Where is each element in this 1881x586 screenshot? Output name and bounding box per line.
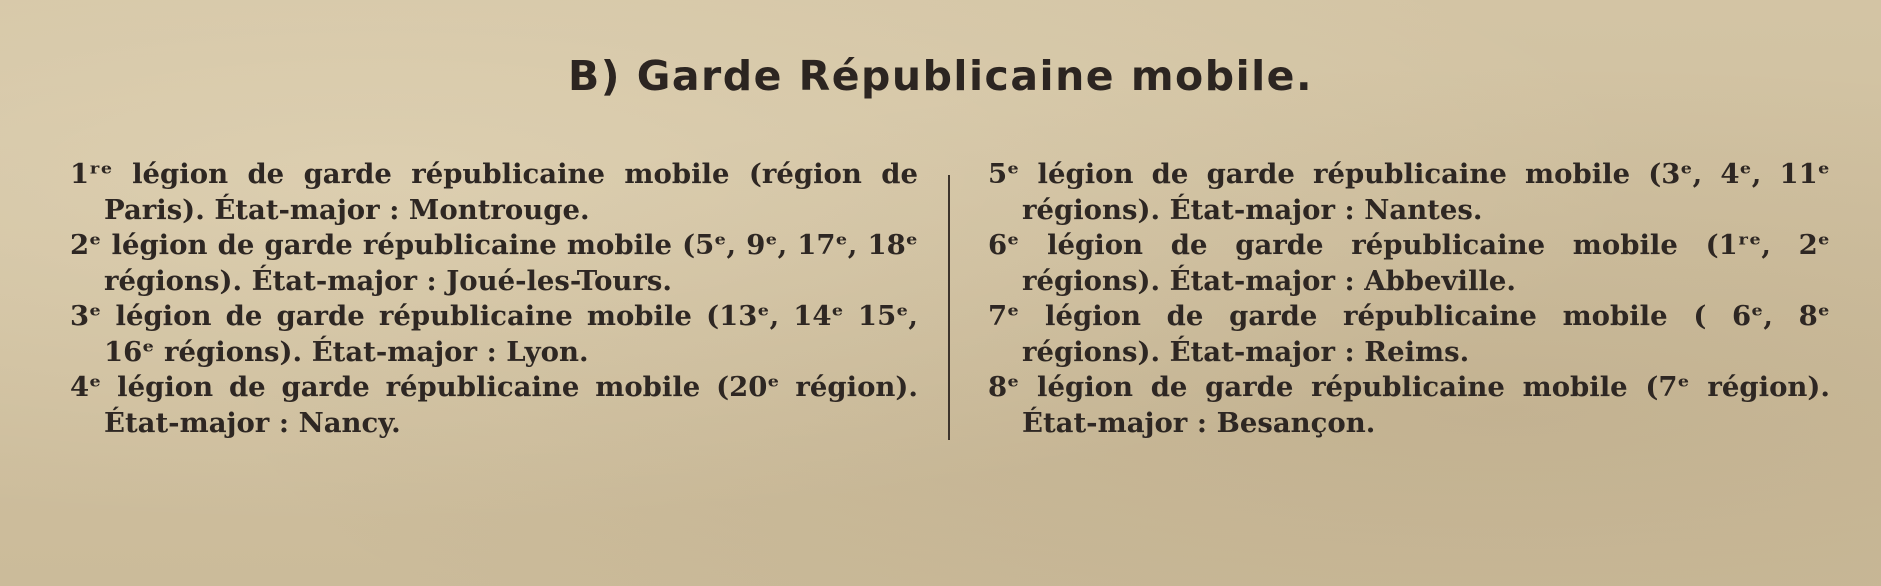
legion-entry-3: 3ᵉ légion de garde républicaine mobile (13ᵉ, 14ᵉ 15ᵉ, 16ᵉ régions). État-major : Lyon. (70, 300, 918, 368)
legion-entry-7: 7ᵉ légion de garde républicaine mobile ( 6ᵉ, 8ᵉ régions). État-major : Reims. (988, 300, 1830, 368)
column-divider (948, 175, 950, 440)
legion-entry-4: 4ᵉ légion de garde républicaine mobile (20ᵉ région). État-major : Nancy. (70, 371, 918, 439)
legion-entry-8: 8ᵉ légion de garde républicaine mobile (7ᵉ région). État-major : Besançon. (988, 371, 1830, 439)
legion-entry-1: 1ʳᵉ légion de garde républicaine mobile (région de Paris). État-major : Montrouge. (70, 158, 918, 226)
right-column (988, 157, 1830, 441)
left-column (70, 157, 918, 441)
legion-entry-5: 5ᵉ légion de garde républicaine mobile (3ᵉ, 4ᵉ, 11ᵉ régions). État-major : Nantes. (988, 158, 1830, 226)
section-title: B) Garde Républicaine mobile. (567, 52, 1314, 100)
legion-entry-6: 6ᵉ légion de garde républicaine mobile (1ʳᵉ, 2ᵉ régions). État-major : Abbeville. (988, 229, 1830, 297)
legion-entry-2: 2ᵉ légion de garde républicaine mobile (5ᵉ, 9ᵉ, 17ᵉ, 18ᵉ régions). État-major : Joué-les-Tours. (70, 229, 918, 297)
